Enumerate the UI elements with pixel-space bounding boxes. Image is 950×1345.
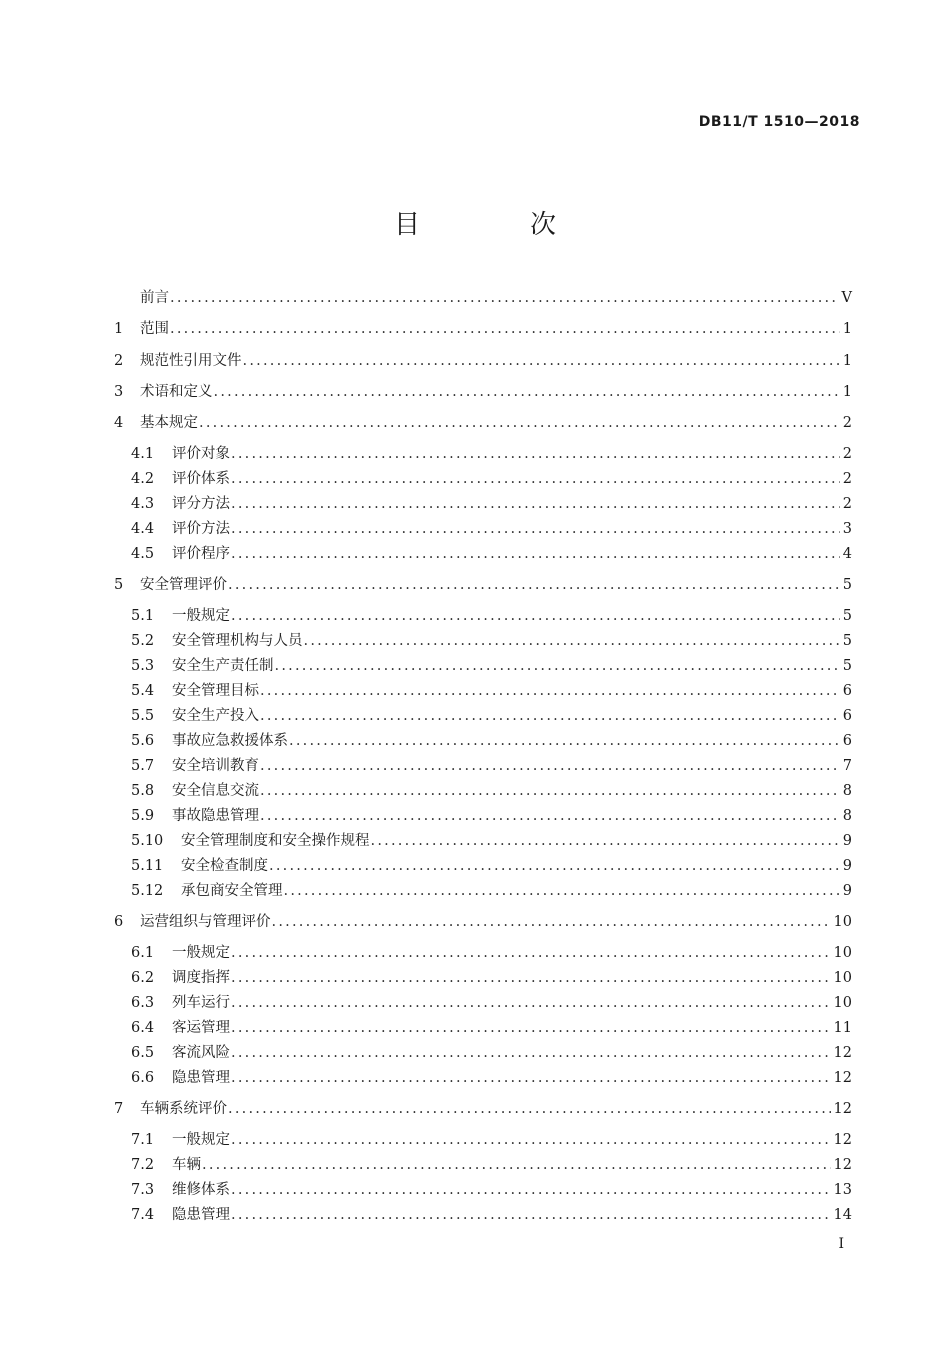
toc-entry[interactable] bbox=[131, 1154, 852, 1176]
toc-dot-leader bbox=[243, 350, 840, 372]
toc-entry-number: 5.10 bbox=[131, 833, 164, 849]
toc-entry-page: 1 bbox=[842, 321, 852, 337]
toc-entry-label: 基本规定 bbox=[140, 415, 198, 431]
toc-entry-label: 规范性引用文件 bbox=[140, 353, 242, 369]
toc-dot-leader bbox=[228, 1098, 831, 1120]
toc-entry-page: 12 bbox=[833, 1070, 852, 1086]
toc-entry[interactable] bbox=[131, 1129, 852, 1151]
toc-dot-leader bbox=[202, 1154, 831, 1176]
toc-entry-page: 2 bbox=[842, 415, 852, 431]
toc-entry-page: 6 bbox=[842, 683, 852, 699]
toc-entry-number: 4.1 bbox=[131, 446, 155, 462]
toc-dot-leader bbox=[231, 493, 840, 515]
toc-entry[interactable] bbox=[114, 574, 852, 596]
toc-entry-number: 5.8 bbox=[131, 783, 155, 799]
toc-entry-label: 安全管理评价 bbox=[140, 577, 227, 593]
toc-entry[interactable] bbox=[131, 880, 852, 902]
toc-entry[interactable] bbox=[131, 518, 852, 540]
toc-entry-number: 4.4 bbox=[131, 521, 155, 537]
toc-entry-label: 安全管理机构与人员 bbox=[172, 633, 303, 649]
toc-entry-number: 5.3 bbox=[131, 658, 155, 674]
toc-entry-page: 10 bbox=[833, 970, 852, 986]
toc-entry[interactable] bbox=[131, 992, 852, 1014]
toc-entry[interactable] bbox=[131, 543, 852, 565]
toc-entry[interactable] bbox=[131, 1067, 852, 1089]
toc-dot-leader bbox=[231, 1129, 831, 1151]
toc-dot-leader bbox=[289, 730, 840, 752]
toc-dot-leader bbox=[170, 318, 840, 340]
toc-entry-label: 事故隐患管理 bbox=[172, 808, 259, 824]
toc-entry[interactable] bbox=[131, 630, 852, 652]
toc-entry-label: 车辆 bbox=[172, 1157, 201, 1173]
toc-entry-page: 14 bbox=[833, 1207, 852, 1223]
toc-entry-page: 9 bbox=[842, 833, 852, 849]
toc-dot-leader bbox=[231, 967, 831, 989]
toc-dot-leader bbox=[304, 630, 840, 652]
toc-entry-number: 6.1 bbox=[131, 945, 155, 961]
toc-entry-page: 12 bbox=[833, 1101, 852, 1117]
toc-entry-label: 安全管理制度和安全操作规程 bbox=[181, 833, 370, 849]
toc-entry-number: 5.4 bbox=[131, 683, 155, 699]
toc-entry[interactable] bbox=[131, 855, 852, 877]
toc-entry-page: 5 bbox=[842, 633, 852, 649]
toc-entry-label: 安全培训教育 bbox=[172, 758, 259, 774]
toc-entry-number: 4.3 bbox=[131, 496, 155, 512]
toc-entry-page: 10 bbox=[833, 914, 852, 930]
toc-dot-leader bbox=[199, 412, 840, 434]
toc-title: 目 次 bbox=[393, 210, 598, 240]
toc-entry[interactable] bbox=[131, 493, 852, 515]
toc-dot-leader bbox=[260, 805, 840, 827]
toc-entry-page: 1 bbox=[842, 353, 852, 369]
toc-entry-page: 1 bbox=[842, 384, 852, 400]
toc-dot-leader bbox=[231, 1179, 831, 1201]
toc-entry-page: 12 bbox=[833, 1132, 852, 1148]
toc-entry-page: 11 bbox=[833, 1020, 852, 1036]
toc-entry-page: 10 bbox=[833, 995, 852, 1011]
toc-entry[interactable] bbox=[131, 1204, 852, 1226]
toc-entry[interactable] bbox=[114, 911, 852, 933]
document-code: DB11/T 1510—2018 bbox=[698, 114, 860, 130]
toc-entry[interactable] bbox=[131, 1179, 852, 1201]
toc-entry-label: 事故应急救援体系 bbox=[172, 733, 288, 749]
toc-entry-label: 客流风险 bbox=[172, 1045, 230, 1061]
toc-entry[interactable] bbox=[114, 381, 852, 403]
toc-entry[interactable] bbox=[131, 443, 852, 465]
toc-entry-number: 6.3 bbox=[131, 995, 155, 1011]
toc-entry-label: 安全生产责任制 bbox=[172, 658, 274, 674]
toc-entry-page: 4 bbox=[842, 546, 852, 562]
toc-entry-number: 6.2 bbox=[131, 970, 155, 986]
toc-entry-page: 5 bbox=[842, 658, 852, 674]
toc-entry-page: 9 bbox=[842, 858, 852, 874]
toc-dot-leader bbox=[231, 543, 840, 565]
toc-entry-page: 8 bbox=[842, 808, 852, 824]
toc-entry[interactable] bbox=[131, 755, 852, 777]
toc-entry-label: 运营组织与管理评价 bbox=[140, 914, 271, 930]
toc-entry-page: V bbox=[841, 290, 852, 306]
toc-entry-label: 承包商安全管理 bbox=[181, 883, 283, 899]
toc-entry-label: 安全生产投入 bbox=[172, 708, 259, 724]
toc-entry-number: 2 bbox=[114, 353, 124, 369]
toc-dot-leader bbox=[170, 287, 839, 309]
toc-entry-label: 安全信息交流 bbox=[172, 783, 259, 799]
toc-dot-leader bbox=[371, 830, 840, 852]
toc-entry-label: 评价程序 bbox=[172, 546, 230, 562]
toc-entry-label: 一般规定 bbox=[172, 1132, 230, 1148]
toc-entry[interactable] bbox=[131, 805, 852, 827]
toc-dot-leader bbox=[260, 705, 840, 727]
toc-entry-label: 术语和定义 bbox=[140, 384, 213, 400]
toc-entry-number: 4 bbox=[114, 415, 124, 431]
toc-entry-label: 维修体系 bbox=[172, 1182, 230, 1198]
toc-entry-number: 5 bbox=[114, 577, 124, 593]
toc-entry-number: 5.12 bbox=[131, 883, 164, 899]
toc-entry[interactable] bbox=[131, 705, 852, 727]
toc-entry-number: 5.11 bbox=[131, 858, 164, 874]
toc-dot-leader bbox=[231, 518, 840, 540]
toc-entry-number: 6.5 bbox=[131, 1045, 155, 1061]
toc-dot-leader bbox=[260, 755, 840, 777]
toc-entry-label: 评价方法 bbox=[172, 521, 230, 537]
toc-entry[interactable] bbox=[131, 830, 852, 852]
toc-dot-leader bbox=[231, 992, 831, 1014]
toc-dot-leader bbox=[231, 942, 831, 964]
toc-entry[interactable] bbox=[114, 318, 852, 340]
toc-entry-page: 13 bbox=[833, 1182, 852, 1198]
toc-entry-page: 12 bbox=[833, 1045, 852, 1061]
toc-entry[interactable] bbox=[131, 1042, 852, 1064]
toc-entry-label: 隐患管理 bbox=[172, 1070, 230, 1086]
toc-entry-label: 一般规定 bbox=[172, 608, 230, 624]
toc-entry-label: 评价体系 bbox=[172, 471, 230, 487]
toc-entry-number: 3 bbox=[114, 384, 124, 400]
toc-entry-page: 3 bbox=[842, 521, 852, 537]
toc-entry[interactable] bbox=[131, 730, 852, 752]
toc-entry-number: 7.1 bbox=[131, 1132, 155, 1148]
footer-page-number: I bbox=[838, 1236, 844, 1252]
toc-entry-page: 9 bbox=[842, 883, 852, 899]
toc-entry-label: 调度指挥 bbox=[172, 970, 230, 986]
toc-entry-page: 5 bbox=[842, 608, 852, 624]
toc-dot-leader bbox=[231, 468, 840, 490]
toc-entry-label: 客运管理 bbox=[172, 1020, 230, 1036]
toc-entry[interactable] bbox=[131, 655, 852, 677]
toc-entry[interactable] bbox=[131, 605, 852, 627]
toc-entry-page: 6 bbox=[842, 733, 852, 749]
toc-dot-leader bbox=[214, 381, 840, 403]
toc-entry-number: 7.4 bbox=[131, 1207, 155, 1223]
toc-entry-number: 5.7 bbox=[131, 758, 155, 774]
toc-entry[interactable] bbox=[131, 1017, 852, 1039]
toc-entry-label: 范围 bbox=[140, 321, 169, 337]
toc-entry-number: 4.5 bbox=[131, 546, 155, 562]
toc-entry-page: 2 bbox=[842, 471, 852, 487]
toc-entry[interactable] bbox=[131, 967, 852, 989]
toc-dot-leader bbox=[272, 911, 831, 933]
toc-entry[interactable] bbox=[114, 350, 852, 372]
toc-entry-page: 2 bbox=[842, 496, 852, 512]
toc-entry-page: 12 bbox=[833, 1157, 852, 1173]
toc-entry-label: 一般规定 bbox=[172, 945, 230, 961]
toc-dot-leader bbox=[228, 574, 840, 596]
toc-entry[interactable] bbox=[114, 287, 852, 309]
toc-entry-page: 5 bbox=[842, 577, 852, 593]
toc-entry-number: 5.6 bbox=[131, 733, 155, 749]
toc-dot-leader bbox=[269, 855, 840, 877]
toc-entry-label: 列车运行 bbox=[172, 995, 230, 1011]
toc-dot-leader bbox=[260, 680, 840, 702]
toc-dot-leader bbox=[275, 655, 840, 677]
toc-entry-page: 6 bbox=[842, 708, 852, 724]
toc-entry-number: 5.2 bbox=[131, 633, 155, 649]
toc-entry-number: 5.5 bbox=[131, 708, 155, 724]
toc-entry[interactable] bbox=[114, 1098, 852, 1120]
toc-dot-leader bbox=[231, 1204, 831, 1226]
toc-entry-label: 安全检查制度 bbox=[181, 858, 268, 874]
toc-entry-number: 7 bbox=[114, 1101, 124, 1117]
toc-entry-page: 8 bbox=[842, 783, 852, 799]
toc-entry[interactable] bbox=[114, 412, 852, 434]
toc-entry-number: 5.9 bbox=[131, 808, 155, 824]
toc-entry[interactable] bbox=[131, 942, 852, 964]
toc-entry-label: 前言 bbox=[140, 290, 169, 306]
toc-entry-number: 6 bbox=[114, 914, 124, 930]
toc-entry-label: 评价对象 bbox=[172, 446, 230, 462]
toc-entry-label: 评分方法 bbox=[172, 496, 230, 512]
toc-entry-page: 10 bbox=[833, 945, 852, 961]
toc-dot-leader bbox=[260, 780, 840, 802]
toc-entry-page: 7 bbox=[842, 758, 852, 774]
toc-dot-leader bbox=[284, 880, 840, 902]
toc-dot-leader bbox=[231, 605, 840, 627]
toc-entry-label: 隐患管理 bbox=[172, 1207, 230, 1223]
toc-entry-number: 6.4 bbox=[131, 1020, 155, 1036]
toc-entry-page: 2 bbox=[842, 446, 852, 462]
toc-entry-label: 车辆系统评价 bbox=[140, 1101, 227, 1117]
toc-entry[interactable] bbox=[131, 780, 852, 802]
toc-dot-leader bbox=[231, 1042, 831, 1064]
toc-dot-leader bbox=[231, 1067, 831, 1089]
toc-dot-leader bbox=[231, 1017, 831, 1039]
toc-entry-number: 4.2 bbox=[131, 471, 155, 487]
toc-entry-number: 5.1 bbox=[131, 608, 155, 624]
toc-entry-label: 安全管理目标 bbox=[172, 683, 259, 699]
toc-entry[interactable] bbox=[131, 468, 852, 490]
toc-entry-number: 6.6 bbox=[131, 1070, 155, 1086]
toc-entry-number: 7.3 bbox=[131, 1182, 155, 1198]
toc-entry-number: 7.2 bbox=[131, 1157, 155, 1173]
toc-entry[interactable] bbox=[131, 680, 852, 702]
toc-dot-leader bbox=[231, 443, 840, 465]
toc-entry-number: 1 bbox=[114, 321, 124, 337]
